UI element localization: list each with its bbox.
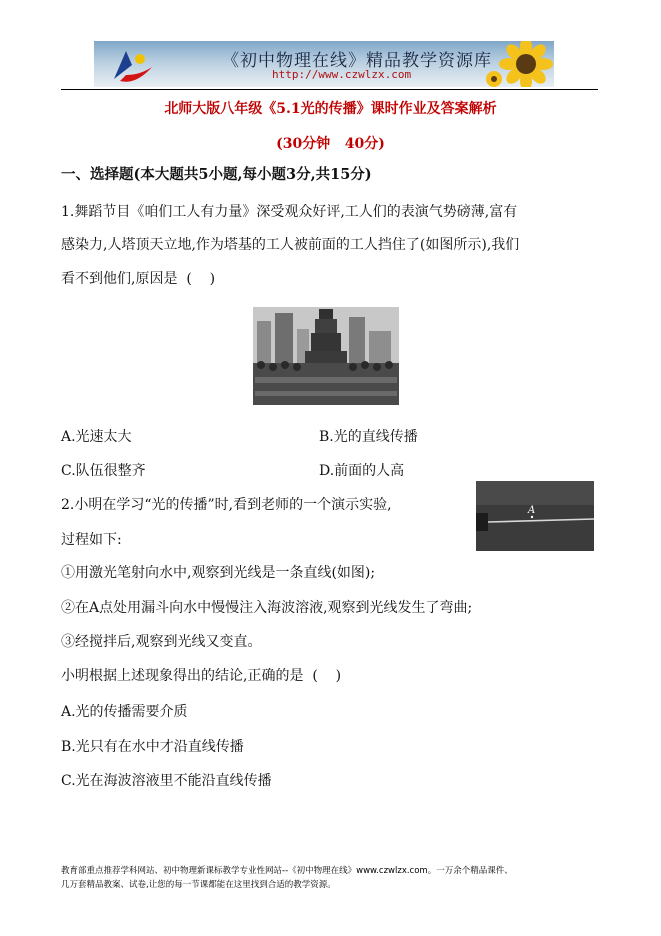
q2-line: 过程如下:: [61, 532, 122, 548]
q1-option-c: C.队伍很整齐: [61, 463, 146, 479]
q2-question: 小明根据上述现象得出的结论,正确的是 ( ): [61, 668, 342, 684]
logo-icon: [106, 45, 158, 85]
section-heading: 一、选择题(本大题共5小题,每小题3分,共15分): [61, 166, 372, 183]
q2-step-1: ①用激光笔射向水中,观察到光线是一条直线(如图);: [61, 565, 376, 581]
header-rule: [61, 89, 598, 90]
sunflower-icon: [486, 41, 554, 87]
q1-line: 1.舞蹈节目《咱们工人有力量》深受观众好评,工人们的表演气势磅薄,富有: [61, 204, 518, 220]
banner-title: 《初中物理在线》精品教学资源库: [222, 51, 492, 71]
q2-option-c: C.光在海波溶液里不能沿直线传播: [61, 773, 272, 789]
q2-step-2: ②在A点处用漏斗向水中慢慢注入海波溶液,观察到光线发生了弯曲;: [61, 600, 473, 616]
q2-option-b: B.光只有在水中才沿直线传播: [61, 739, 244, 755]
q2-option-a: A.光的传播需要介质: [61, 704, 188, 720]
laser-experiment-photo: [476, 481, 594, 551]
banner-url[interactable]: http://www.czwlzx.com: [272, 68, 412, 81]
page-footer: [61, 864, 621, 892]
time-score: (30分钟 40分): [276, 136, 385, 152]
q1-option-b: B.光的直线传播: [319, 429, 418, 445]
q2-line: 2.小明在学习“光的传播”时,看到老师的一个演示实验,: [61, 497, 392, 513]
q1-option-a: A.光速太大: [61, 429, 132, 445]
q1-line: 感染力,人塔顶天立地,作为塔基的工人被前面的工人挡住了(如图所示),我们: [61, 237, 520, 253]
q1-line: 看不到他们,原因是 ( ): [61, 271, 216, 287]
document-title: 北师大版八年级《5.1光的传播》课时作业及答案解析: [164, 101, 497, 117]
footer-line: 几万套精品教案、试卷,让您的每一节课都能在这里找到合适的教学资源。: [61, 880, 336, 890]
q2-step-3: ③经搅拌后,观察到光线又变直。: [61, 634, 262, 650]
worker-tower-photo: [253, 307, 399, 405]
footer-line: 教育部重点推荐学科网站、初中物理新课标教学专业性网站--《初中物理在线》www.czwlzx.com。一万余个精品课件、: [61, 866, 513, 876]
q1-option-d: D.前面的人高: [319, 463, 405, 479]
header-banner: [94, 41, 554, 87]
point-a-label: A: [528, 505, 536, 516]
